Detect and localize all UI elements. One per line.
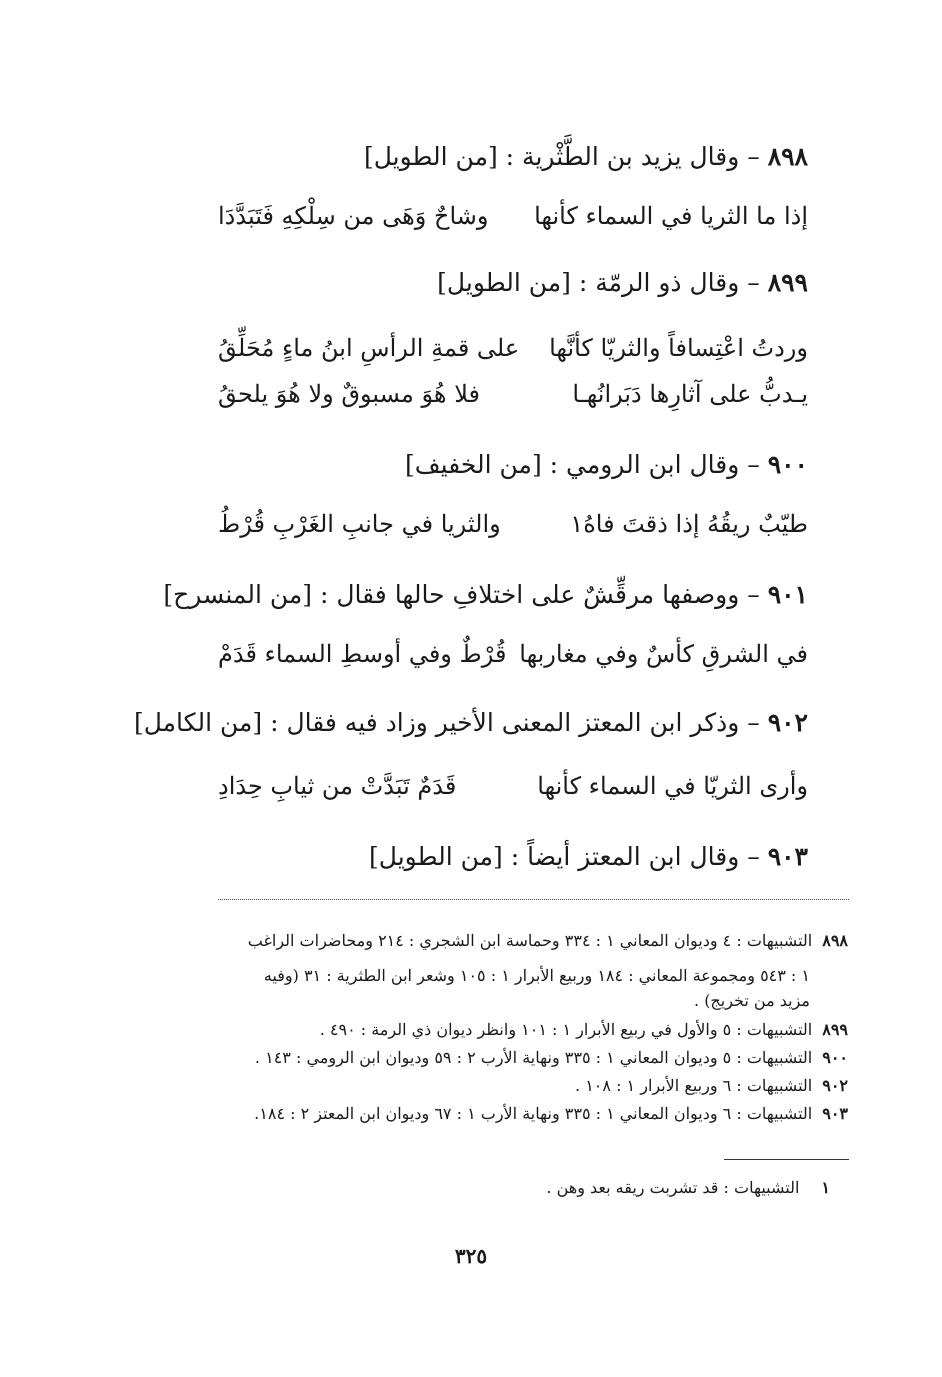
verse-second-hemistich: والثريا في جانبِ الغَرْبِ قُرْطُ	[218, 510, 501, 538]
note-898-line-1	[248, 931, 848, 950]
verse-first-hemistich: وأرى الثريّا في السماء كأنها	[537, 772, 808, 800]
entry-heading-text: – ووصفها مرقِّشٌ على اختلافِ حالها فقال : [من المنسرح]	[163, 580, 760, 609]
note-899	[320, 1020, 848, 1039]
entry-heading-901	[163, 580, 808, 609]
entry-number: ٩٠٣	[767, 842, 808, 871]
page-number: ٣٢٥	[454, 1244, 488, 1268]
footnote-divider	[724, 1159, 849, 1160]
note-text: مزيد من تخريج) .	[694, 991, 810, 1010]
note-text: ١ : ٥٤٣ ومجموعة المعاني : ١٨٤ وربيع الأبرار ١ : ١٠٥ وشعر ابن الطثرية : ٣١ (وفيه	[263, 966, 810, 985]
entry-number: ٩٠٠	[767, 450, 808, 479]
entry-heading-903	[369, 842, 808, 871]
note-text: التشبيهات : ٥ والأول في ربيع الأبرار ١ : ١٠١ وانظر ديوان ذي الرمة : ٤٩٠ .	[319, 1020, 813, 1039]
entry-heading-text: – وقال يزيد بن الطَّثْرية : [من الطويل]	[363, 142, 760, 171]
entry-heading-text: – وقال ابن الرومي : [من الخفيف]	[405, 450, 760, 479]
note-900	[255, 1048, 848, 1067]
verse-first-hemistich: طيّبٌ ريقُهُ إذا ذقتَ فاهُ١	[570, 510, 808, 538]
note-902	[575, 1076, 848, 1095]
entry-heading-902	[134, 708, 808, 737]
verse-second-hemistich: على قمةِ الرأسِ ابنُ ماءٍ مُحَلِّقُ	[218, 334, 520, 362]
note-text: التشبيهات : ٤ وديوان المعاني ١ : ٣٣٤ وحماسة ابن الشجري : ٢١٤ ومحاضرات الراغب	[247, 931, 813, 950]
verse-first-hemistich: وردتُ اعْتِسافاً والثريّا كأنَّها	[549, 334, 808, 362]
footnote	[546, 1178, 830, 1197]
note-text: التشبيهات : ٥ وديوان المعاني ١ : ٣٣٥ ونهاية الأرب ٢ : ٥٩ وديوان ابن الرومي : ١٤٣ .	[254, 1048, 813, 1067]
footnote-text: التشبيهات : قد تشربت ريقه بعد وهن .	[546, 1178, 800, 1197]
verse-second-hemistich: وشاحٌ وَهَى من سِلْكِهِ فَتَبَدَّدَا	[218, 202, 489, 230]
entry-number: ٩٠١	[767, 580, 808, 609]
entry-heading-899	[437, 268, 808, 297]
entry-number: ٩٠٢	[767, 708, 808, 737]
entry-heading-text: – وذكر ابن المعتز المعنى الأخير وزاد فيه فقال : [من الكامل]	[133, 708, 760, 737]
note-number: ٨٩٩	[822, 1020, 848, 1039]
entry-heading-text: – وقال ابن المعتز أيضاً : [من الطويل]	[369, 842, 760, 871]
entry-heading-900	[405, 450, 808, 479]
note-number: ٩٠٠	[822, 1048, 848, 1067]
entry-heading-text: – وقال ذو الرمّة : [من الطويل]	[437, 268, 760, 297]
entry-heading-898	[364, 142, 808, 171]
note-text: التشبيهات : ٦ وربيع الأبرار ١ : ١٠٨ .	[575, 1076, 813, 1095]
verse-second-hemistich: فلا هُوَ مسبوقٌ ولا هُوَ يلحقُ	[218, 380, 480, 408]
note-text: التشبيهات : ٦ وديوان المعاني ١ : ٣٣٥ ونهاية الأرب ١ : ٦٧ وديوان ابن المعتز ٢ : ١٨٤.	[254, 1104, 813, 1123]
verse-first-hemistich: يـدبُّ على آثارِها دَبَرانُهـا	[572, 380, 808, 408]
note-903	[254, 1104, 848, 1123]
entry-number: ٨٩٨	[767, 142, 808, 171]
entry-number: ٨٩٩	[767, 268, 808, 297]
verse-second-hemistich: قَدَمٌ تَبَدَّتْ من ثيابِ حِدَادِ	[218, 772, 457, 800]
verse-first-hemistich: إذا ما الثريا في السماء كأنها	[534, 202, 808, 230]
footnote-number: ١	[821, 1178, 830, 1197]
note-898-line-3	[694, 991, 810, 1010]
notes-divider	[218, 899, 849, 900]
note-number: ٩٠٢	[822, 1076, 848, 1095]
note-898-line-2	[264, 966, 810, 985]
note-number: ٩٠٣	[822, 1104, 848, 1123]
note-number: ٨٩٨	[822, 931, 848, 950]
verse-first-hemistich: في الشرقِ كأسٌ وفي مغاربها	[519, 640, 808, 668]
verse-second-hemistich: قُرْطٌ وفي أوسطِ السماء قَدَمْ	[218, 640, 507, 668]
